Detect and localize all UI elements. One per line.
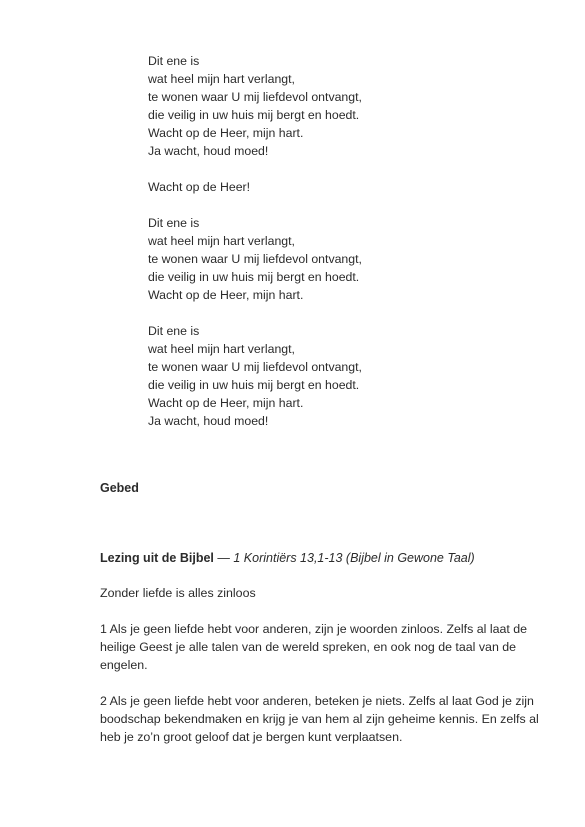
lyric-line: Ja wacht, houd moed! xyxy=(148,144,269,158)
lyric-line: Wacht op de Heer, mijn hart. xyxy=(148,396,304,410)
lyric-line: wat heel mijn hart verlangt, xyxy=(148,342,295,356)
lyric-line: Wacht op de Heer, mijn hart. xyxy=(148,126,304,140)
lyric-line: te wonen waar U mij liefdevol ontvangt, xyxy=(148,90,362,104)
reading-separator: — xyxy=(213,551,234,565)
lyric-line: Wacht op de Heer! xyxy=(148,180,251,194)
lyric-line: Wacht op de Heer, mijn hart. xyxy=(148,288,304,302)
lyric-line: die veilig in uw huis mij bergt en hoedt. xyxy=(148,270,360,284)
lyric-line: Dit ene is xyxy=(148,54,200,68)
song-stanza-4 xyxy=(148,322,548,430)
prayer-heading: Gebed xyxy=(100,481,139,495)
reading-heading xyxy=(100,549,475,567)
lyric-line: Ja wacht, houd moed! xyxy=(148,414,269,428)
song-lyrics xyxy=(148,52,548,448)
lyric-line: Dit ene is xyxy=(148,216,200,230)
reading-title: Lezing uit de Bijbel xyxy=(100,551,214,565)
reading-reference: 1 Korintiërs 13,1-13 (Bijbel in Gewone Taal) xyxy=(233,551,475,565)
lyric-line: te wonen waar U mij liefdevol ontvangt, xyxy=(148,360,362,374)
reading-subtitle: Zonder liefde is alles zinloos xyxy=(100,586,256,600)
lyric-line: die veilig in uw huis mij bergt en hoedt. xyxy=(148,378,360,392)
lyric-line: te wonen waar U mij liefdevol ontvangt, xyxy=(148,252,362,266)
lyric-line: Dit ene is xyxy=(148,324,200,338)
lyric-line: die veilig in uw huis mij bergt en hoedt. xyxy=(148,108,360,122)
reading-paragraph-2: 2 Als je geen liefde hebt voor anderen, beteken je niets. Zelfs al laat God je zijn boodschap bekendmaken en krijg je van hem al zijn geheime kennis. En zelfs al heb je zo’n groot geloof dat je bergen kunt verplaatsen. xyxy=(100,694,539,744)
song-stanza-2 xyxy=(148,178,548,196)
lyric-line: wat heel mijn hart verlangt, xyxy=(148,72,295,86)
lyric-line: wat heel mijn hart verlangt, xyxy=(148,234,295,248)
reading-text xyxy=(100,584,540,764)
song-stanza-3 xyxy=(148,214,548,304)
reading-paragraph-1: 1 Als je geen liefde hebt voor anderen, zijn je woorden zinloos. Zelfs al laat de heilige Geest je alle talen van de wereld spreken, en ook nog de taal van de engelen. xyxy=(100,622,528,672)
song-stanza-1 xyxy=(148,52,548,160)
